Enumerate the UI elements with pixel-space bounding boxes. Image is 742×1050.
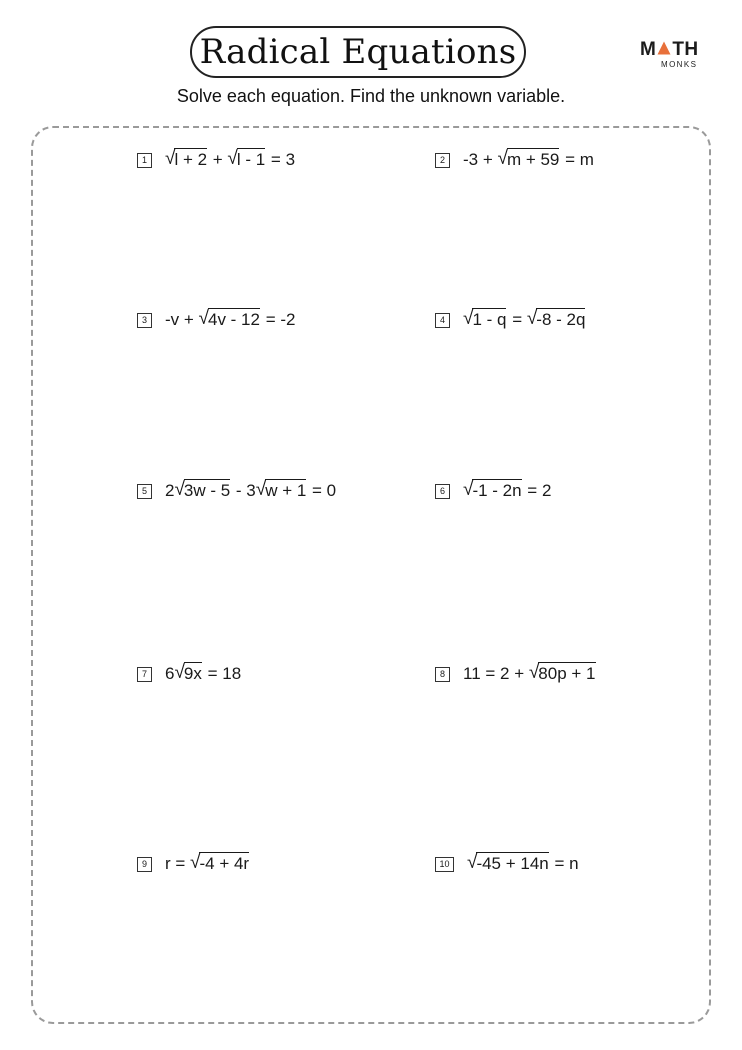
- logo-wordmark: [640, 40, 699, 60]
- problem-8: [435, 664, 597, 684]
- radical-sign: √: [497, 148, 508, 169]
- equation: [165, 481, 336, 501]
- problem-number: 8: [435, 667, 450, 682]
- equation-text: = -2: [260, 310, 296, 329]
- radicand: -45 + 14n: [476, 854, 549, 873]
- problem-10: [435, 854, 579, 874]
- math-monks-logo: [640, 40, 702, 72]
- radicand: 80p + 1: [538, 664, 596, 683]
- problem-number: 10: [435, 857, 454, 872]
- instructions-text: Solve each equation. Find the unknown variable.: [176, 86, 566, 106]
- equation-text: = 18: [202, 664, 242, 683]
- title-banner: [190, 26, 526, 78]
- equation: [463, 664, 597, 684]
- equation-text: 11 = 2 +: [463, 664, 529, 683]
- radical-sign: √: [255, 479, 267, 500]
- equation-text: -3 +: [463, 150, 498, 169]
- radicand: -4 + 4r: [199, 854, 250, 873]
- radicand: m + 59: [506, 150, 560, 169]
- equation-text: =: [507, 310, 527, 329]
- problem-number: 6: [435, 484, 450, 499]
- problem-number: 3: [137, 313, 152, 328]
- radicand: 4v - 12: [207, 310, 260, 329]
- equation-text: - 3: [231, 481, 256, 500]
- logo-subtitle: MONKS: [661, 60, 698, 69]
- radicand: 3w - 5: [183, 481, 231, 500]
- problem-number: 4: [435, 313, 450, 328]
- problem-number: 9: [137, 857, 152, 872]
- radicand: l - 1: [236, 150, 266, 169]
- radical-sign: √: [227, 148, 238, 169]
- radical-sign: √: [198, 308, 209, 329]
- problem-number: 2: [435, 153, 450, 168]
- radical-sign: √: [528, 662, 540, 683]
- problem-number: 7: [137, 667, 152, 682]
- radicand: w + 1: [265, 481, 307, 500]
- equation: [165, 310, 295, 330]
- radicand: -1 - 2n: [472, 481, 522, 500]
- radical-sign: √: [190, 852, 201, 873]
- radicand: -8 - 2q: [536, 310, 586, 329]
- radical-sign: √: [467, 852, 478, 873]
- equation-text: = m: [560, 150, 594, 169]
- radical-sign: √: [174, 662, 185, 683]
- equation-text: = 3: [266, 150, 296, 169]
- problem-9: [137, 854, 250, 874]
- equation: [463, 481, 551, 501]
- equation: [165, 854, 250, 874]
- equation-text: 6: [165, 664, 175, 683]
- triangle-icon: [657, 41, 671, 55]
- problem-4: [435, 310, 586, 330]
- equation-text: 2: [165, 481, 175, 500]
- equation-text: -v +: [165, 310, 199, 329]
- equation-text: = n: [549, 854, 579, 873]
- radical-sign: √: [463, 308, 474, 329]
- radicand: 9x: [183, 664, 202, 683]
- radical-sign: √: [165, 148, 176, 169]
- problem-7: [137, 664, 241, 684]
- equation-text: r =: [165, 854, 191, 873]
- problem-number: 5: [137, 484, 152, 499]
- problem-3: [137, 310, 295, 330]
- equation: [467, 854, 579, 874]
- problem-5: [137, 481, 336, 501]
- worksheet-frame: [31, 126, 711, 1024]
- problem-2: [435, 150, 594, 170]
- equation: [463, 150, 594, 170]
- logo-letters-left: M: [640, 39, 657, 60]
- equation-text: +: [208, 150, 228, 169]
- problem-6: [435, 481, 551, 501]
- equation: [165, 150, 295, 170]
- radicand: l + 2: [174, 150, 208, 169]
- problem-number: 1: [137, 153, 152, 168]
- equation-text: = 2: [522, 481, 552, 500]
- equation-text: = 0: [307, 481, 337, 500]
- page-title: Radical Equations: [199, 32, 517, 72]
- radical-sign: √: [174, 479, 185, 500]
- problem-1: [137, 150, 295, 170]
- logo-letters-right: TH: [672, 39, 699, 60]
- radical-sign: √: [463, 479, 474, 500]
- equation: [165, 664, 241, 684]
- radical-sign: √: [526, 308, 538, 329]
- equation: [463, 310, 586, 330]
- radicand: 1 - q: [472, 310, 507, 329]
